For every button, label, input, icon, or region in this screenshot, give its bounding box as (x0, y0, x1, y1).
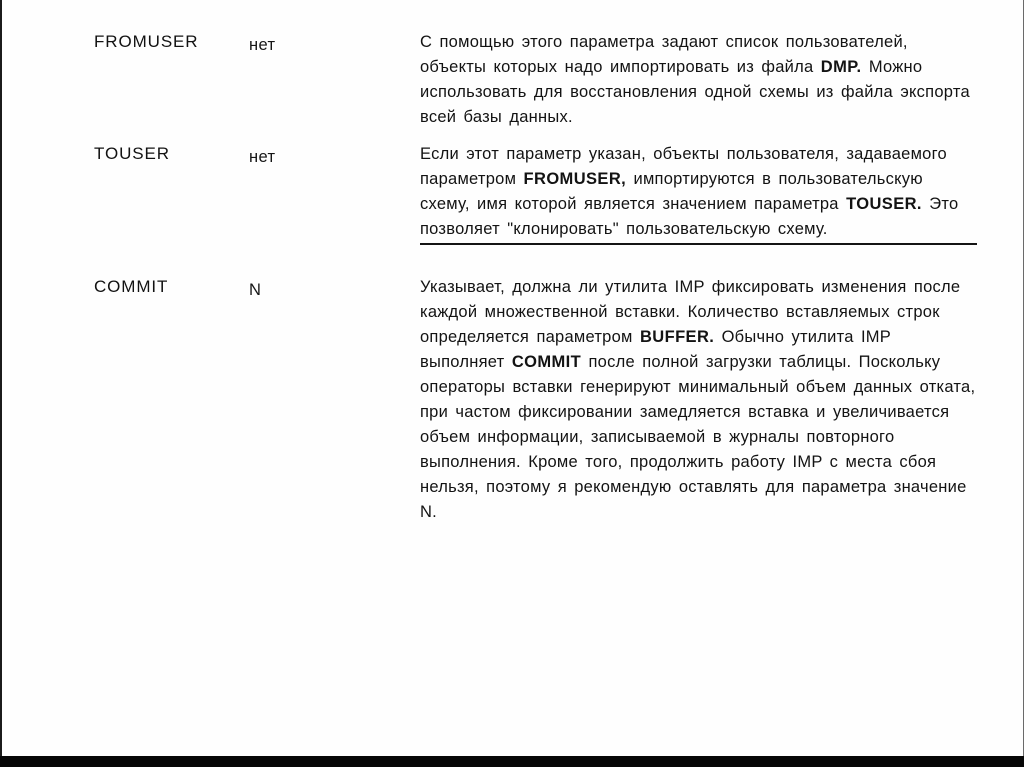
scan-edge-left (0, 0, 2, 767)
parameter-default-value: нет (249, 148, 276, 166)
parameter-name: FROMUSER (94, 32, 199, 51)
parameter-row-commit (0, 275, 1024, 525)
parameter-description: С помощью этого параметра задают список пользователей, объекты которых надо импортировать из файла DMP. Можно использовать для восстановления одной схемы из файла экспорта всей базы данных. (420, 33, 970, 126)
parameter-default-value: N (249, 281, 262, 299)
parameter-row-fromuser (0, 30, 1024, 130)
parameter-default-value: нет (249, 36, 276, 54)
parameter-row-touser (0, 142, 1024, 245)
parameter-description: Указывает, должна ли утилита IMP фиксировать изменения после каждой множественной вставки. Количество вставляемых строк определяется параметром BUFFER. Обычно утилита IMP выполняет COMMIT после полной загрузки таблицы. Поскольку операторы вставки генерируют минимальный объем данных отката, при частом фиксировании замедляется вставка и увеличивается объем информации, записываемой в журналы повторного выполнения. Кроме того, продолжить работу IMP с места сбоя нельзя, поэтому я рекомендую оставлять для параметра значение N. (420, 278, 976, 521)
parameter-name: COMMIT (94, 277, 169, 296)
scan-edge-bottom (0, 756, 1024, 767)
horizontal-rule (420, 243, 977, 245)
parameter-name: TOUSER (94, 144, 170, 163)
parameter-description: Если этот параметр указан, объекты пользователя, задаваемого параметром FROMUSER, импортируются в пользовательскую схему, имя которой является значением параметра TOUSER. Это позволяет "клонировать" пользовательскую схему. (420, 145, 959, 238)
